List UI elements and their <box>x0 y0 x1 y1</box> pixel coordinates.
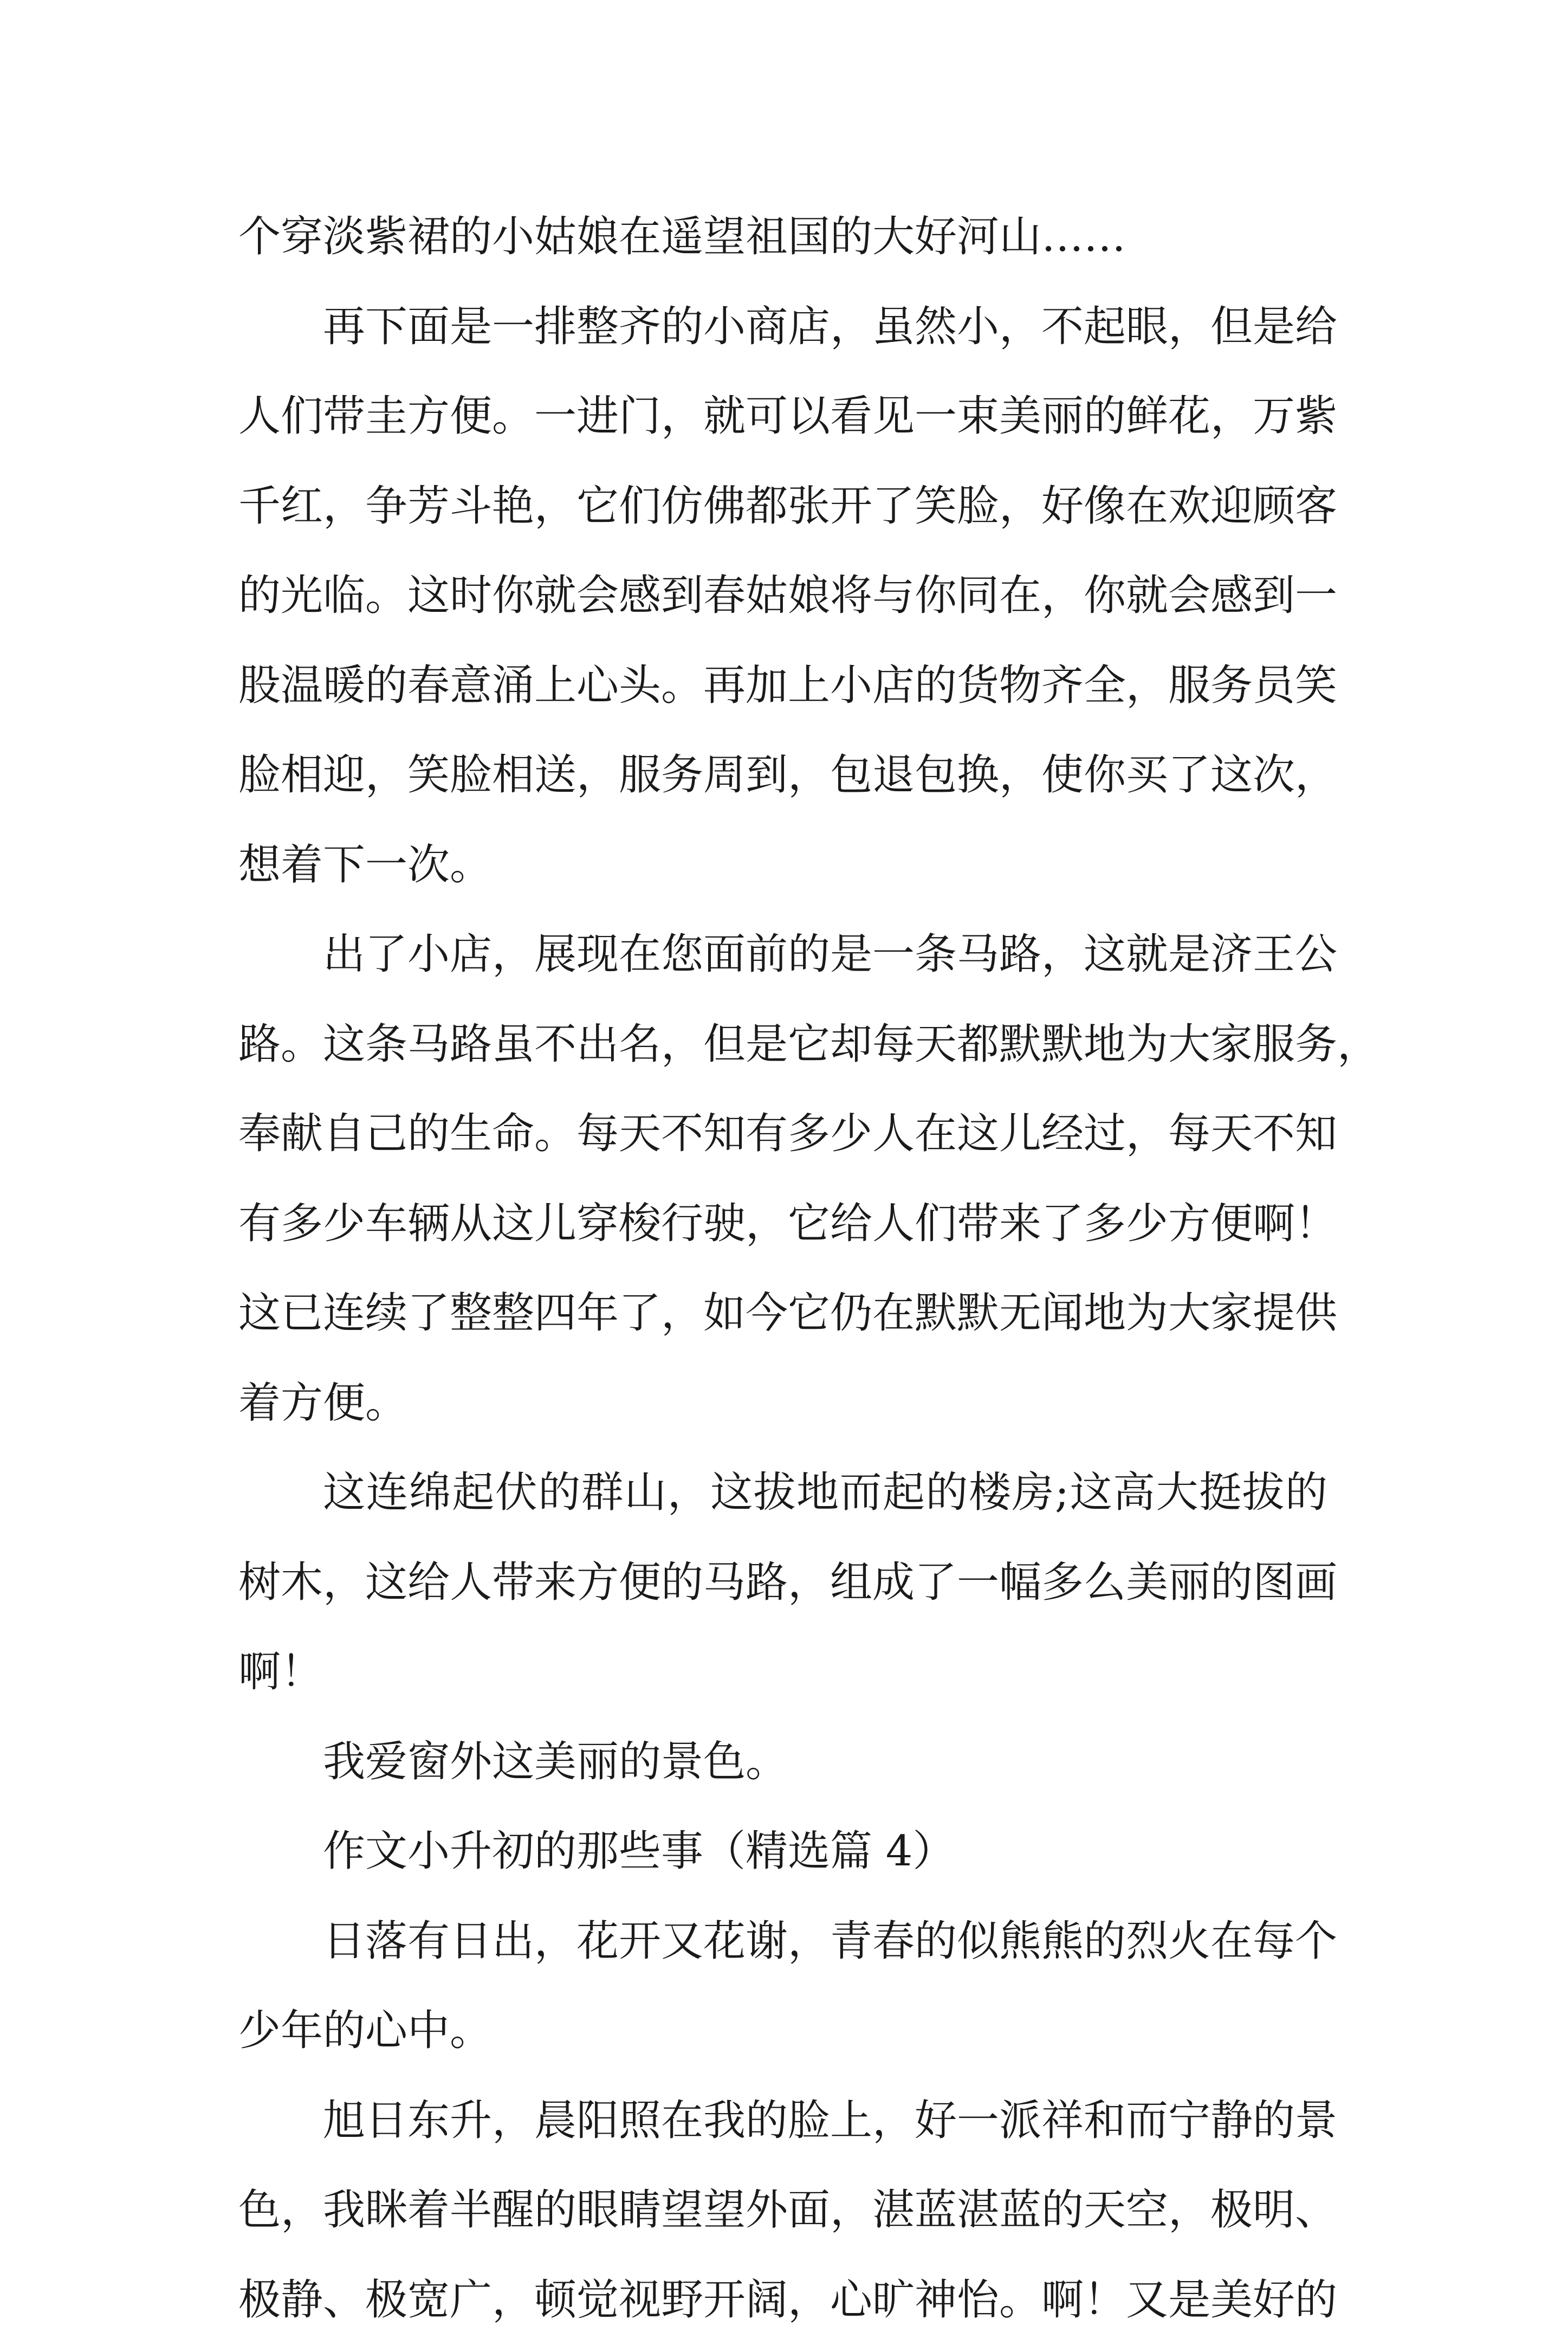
text-line: 个穿淡紫裙的小姑娘在遥望祖国的大好河山…… <box>238 192 1327 282</box>
text-line: 路。这条马路虽不出名，但是它却每天都默默地为大家服务， <box>238 1000 1327 1090</box>
text-line: 奉献自己的生命。每天不知有多少人在这儿经过，每天不知 <box>238 1089 1327 1179</box>
text-line: 树木，这给人带来方便的马路，组成了一幅多么美丽的图画 <box>238 1538 1327 1628</box>
text-line: 想着下一次。 <box>238 821 1327 910</box>
text-line: 这已连续了整整四年了，如今它仍在默默无闻地为大家提供 <box>238 1269 1327 1359</box>
text-line: 作文小升初的那些事（精选篇 4） <box>238 1807 1327 1897</box>
text-line: 日落有日出，花开又花谢，青春的似熊熊的烈火在每个 <box>238 1897 1327 1987</box>
text-line: 出了小店，展现在您面前的是一条马路，这就是济王公 <box>238 910 1327 1000</box>
text-line: 啊！ <box>238 1627 1327 1717</box>
text-line: 着方便。 <box>238 1359 1327 1449</box>
text-line: 人们带圭方便。一进门，就可以看见一束美丽的鲜花，万紫 <box>238 372 1327 462</box>
text-line: 这连绵起伏的群山，这拔地而起的楼房;这高大挺拔的 <box>238 1448 1327 1538</box>
text-line: 少年的心中。 <box>238 1986 1327 2076</box>
text-line: 脸相迎，笑脸相送，服务周到，包退包换，使你买了这次， <box>238 731 1327 821</box>
text-line: 色，我眯着半醒的眼睛望望外面，湛蓝湛蓝的天空，极明、 <box>238 2166 1327 2256</box>
body-text <box>238 192 1327 2345</box>
text-line: 极静、极宽广，顿觉视野开阔，心旷神怡。啊！又是美好的 <box>238 2256 1327 2345</box>
text-line: 的光临。这时你就会感到春姑娘将与你同在，你就会感到一 <box>238 551 1327 641</box>
text-line: 千红，争芳斗艳，它们仿佛都张开了笑脸，好像在欢迎顾客 <box>238 462 1327 552</box>
text-line: 旭日东升，晨阳照在我的脸上，好一派祥和而宁静的景 <box>238 2076 1327 2166</box>
text-line: 我爱窗外这美丽的景色。 <box>238 1717 1327 1807</box>
text-line: 股温暖的春意涌上心头。再加上小店的货物齐全，服务员笑 <box>238 641 1327 731</box>
text-line: 有多少车辆从这儿穿梭行驶，它给人们带来了多少方便啊！ <box>238 1179 1327 1269</box>
text-line: 再下面是一排整齐的小商店，虽然小，不起眼，但是给 <box>238 282 1327 372</box>
